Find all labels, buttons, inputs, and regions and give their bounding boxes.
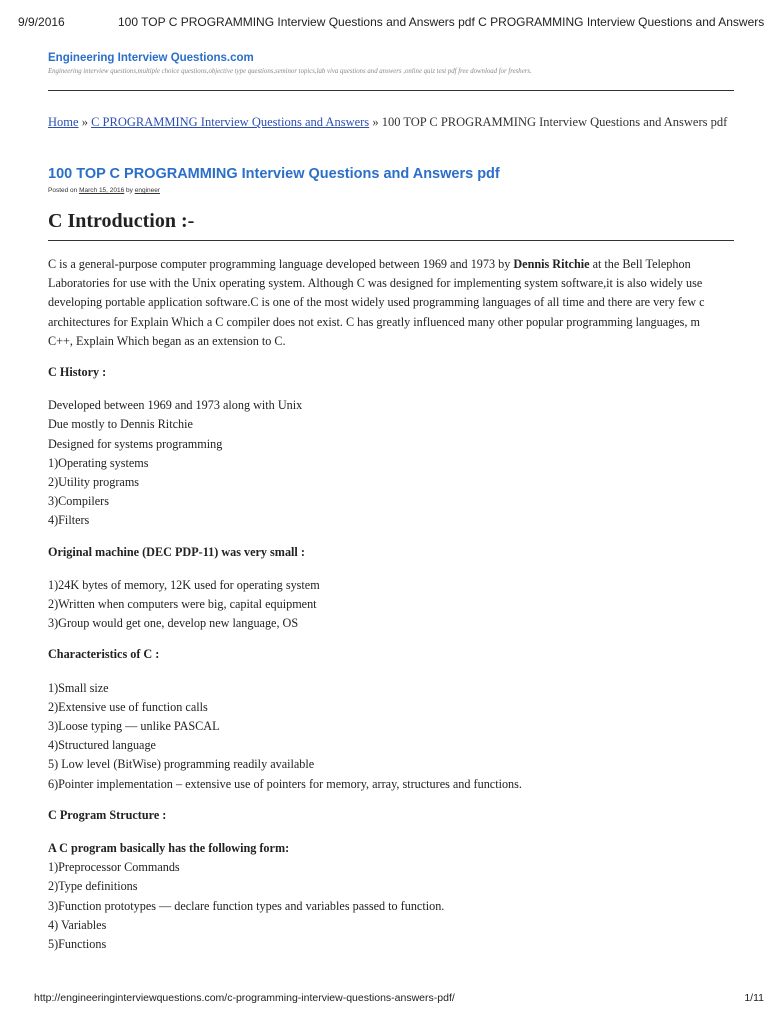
- history-line: Due mostly to Dennis Ritchie: [48, 417, 193, 432]
- post-title[interactable]: 100 TOP C PROGRAMMING Interview Questions and Answers pdf: [48, 166, 500, 182]
- characteristics-line: 3)Loose typing — unlike PASCAL: [48, 719, 220, 734]
- print-date: 9/9/2016: [18, 15, 65, 29]
- breadcrumb-home-link[interactable]: Home: [48, 115, 79, 129]
- posted-on-label: Posted on: [48, 187, 80, 194]
- structure-line: 2)Type definitions: [48, 879, 138, 894]
- structure-subheading: A C program basically has the following form:: [48, 841, 290, 856]
- page-url: http://engineeringinterviewquestions.com/c-programming-interview-questions-answers-pdf/: [34, 992, 455, 1004]
- breadcrumb-current: 100 TOP C PROGRAMMING Interview Questions and Answers pdf: [381, 115, 728, 129]
- history-line: Developed between 1969 and 1973 along with Unix: [48, 398, 303, 413]
- site-tagline: Engineering interview questions,multiple choice questions,objective type questions,seminor topics,lab viva questions and answers ,online quiz test pdf free download for freshers.: [48, 68, 532, 75]
- history-line: 1)Operating systems: [48, 455, 149, 470]
- history-line: 4)Filters: [48, 513, 90, 528]
- intro-heading: C Introduction :-: [48, 208, 734, 241]
- breadcrumb: [48, 115, 727, 130]
- breadcrumb-category-link[interactable]: C PROGRAMMING Interview Questions and Answers: [91, 115, 370, 129]
- structure-line: 3)Function prototypes — declare function types and variables passed to function.: [48, 898, 445, 913]
- machine-line: 3)Group would get one, develop new language, OS: [48, 616, 299, 631]
- characteristics-line: 2)Extensive use of function calls: [48, 699, 208, 714]
- history-line: Designed for systems programming: [48, 436, 223, 451]
- intro-line-3: developing portable application software.C is one of the most widely used programming languages of all time and there are very few c: [48, 295, 705, 310]
- post-date-link[interactable]: March 15, 2016: [79, 187, 125, 194]
- page-number: 1/11: [744, 992, 764, 1004]
- characteristics-line: 4)Structured language: [48, 738, 156, 753]
- history-line: 2)Utility programs: [48, 475, 140, 490]
- by-label: by: [124, 187, 135, 194]
- characteristics-heading: Characteristics of C :: [48, 647, 160, 662]
- intro-line-1: [48, 255, 734, 274]
- article-content: [48, 208, 734, 954]
- breadcrumb-separator: »: [78, 115, 92, 129]
- structure-line: 5)Functions: [48, 937, 107, 952]
- intro-line-2: Laboratories for use with the Unix operating system. Although C was designed for implementing system software,it is also widely use: [48, 276, 703, 291]
- characteristics-line: 1)Small size: [48, 680, 109, 695]
- machine-line: 2)Written when computers were big, capital equipment: [48, 597, 317, 612]
- structure-heading: C Program Structure :: [48, 807, 167, 822]
- breadcrumb-separator: »: [369, 115, 382, 129]
- intro-line-4: architectures for Explain Which a C compiler does not exist. C has greatly influenced many other popular programming languages, m: [48, 314, 700, 329]
- intro-author-name: Dennis Ritchie: [513, 257, 590, 271]
- intro-line-5: C++, Explain Which began as an extension to C.: [48, 333, 286, 348]
- machine-heading: Original machine (DEC PDP-11) was very small :: [48, 544, 305, 559]
- site-title[interactable]: Engineering Interview Questions.com: [48, 52, 254, 64]
- structure-line: 4) Variables: [48, 917, 107, 932]
- post-meta: [48, 187, 160, 194]
- machine-line: 1)24K bytes of memory, 12K used for operating system: [48, 577, 320, 592]
- history-line: 3)Compilers: [48, 494, 109, 509]
- post-author-link[interactable]: engineer: [134, 187, 161, 194]
- intro-text: at the Bell Telephon: [589, 257, 691, 271]
- structure-line: 1)Preprocessor Commands: [48, 860, 180, 875]
- header-divider: [48, 90, 734, 91]
- site-header: [48, 52, 738, 75]
- history-heading: C History :: [48, 365, 107, 380]
- characteristics-line: 6)Pointer implementation – extensive use of pointers for memory, array, structures and functions.: [48, 776, 522, 791]
- intro-text: C is a general-purpose computer programming language developed between 1969 and 1973 by: [48, 257, 514, 271]
- print-page-title: 100 TOP C PROGRAMMING Interview Questions and Answers pdf C PROGRAMMING Interview Questions and Answers: [118, 15, 765, 29]
- characteristics-line: 5) Low level (BitWise) programming readily available: [48, 757, 315, 772]
